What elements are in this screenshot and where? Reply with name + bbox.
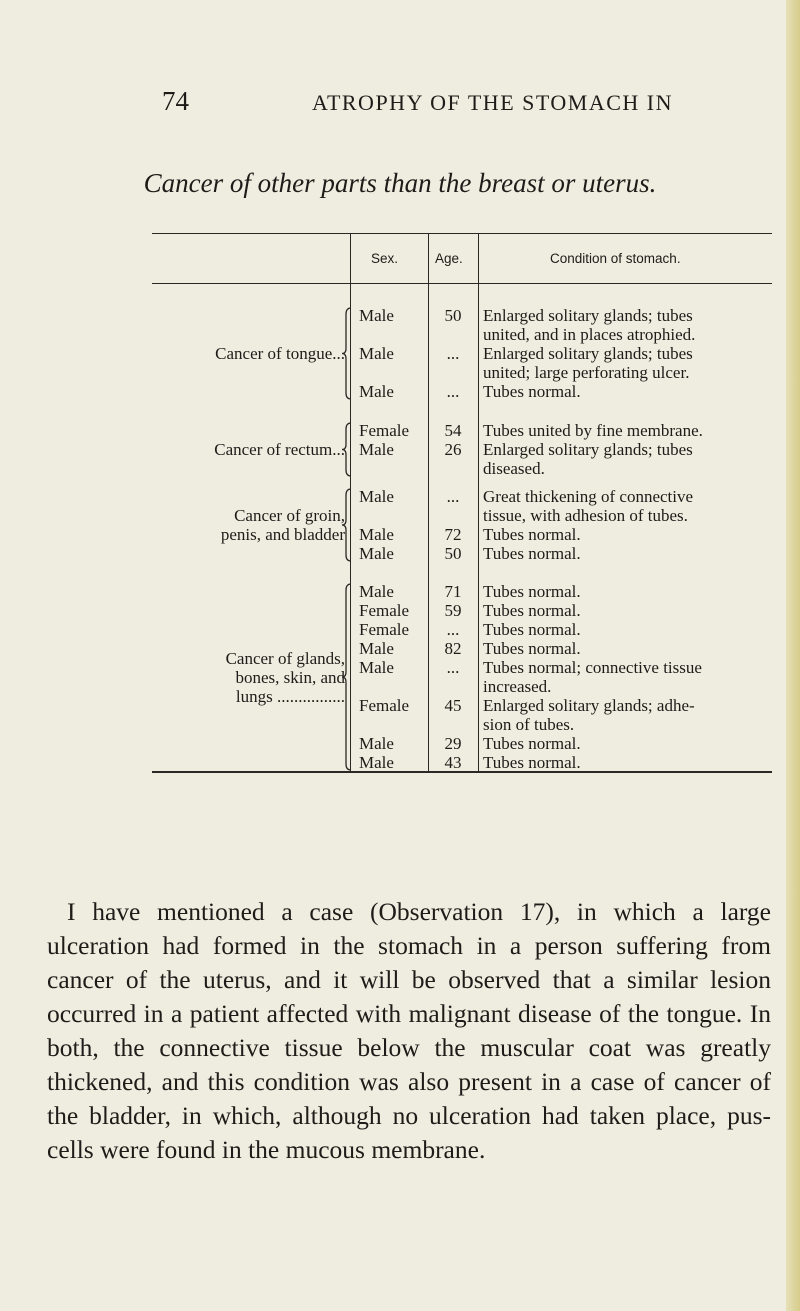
cell-age: 26 xyxy=(444,440,462,459)
group-label-line: bones, skin, and xyxy=(235,667,345,687)
cell-condition-line: Tubes normal. xyxy=(483,734,581,753)
group-brace xyxy=(344,584,352,770)
cell-sex: Female xyxy=(359,421,410,440)
group-label-line: penis, and bladder xyxy=(220,525,345,544)
cell-condition-line: Enlarged solitary glands; tubes xyxy=(483,344,693,363)
cell-sex: Male xyxy=(359,382,394,401)
cell-age: 29 xyxy=(444,734,462,753)
cell-age: ... xyxy=(446,344,460,363)
group-label-line: lungs ................ xyxy=(235,686,345,706)
cell-sex: Male xyxy=(359,639,394,658)
cell-sex: Male xyxy=(359,344,394,363)
group-label-line: Cancer of tongue... xyxy=(215,344,345,363)
cell-age: 45 xyxy=(444,696,462,715)
cell-sex: Male xyxy=(359,658,394,677)
group-brace xyxy=(344,489,352,561)
header-condition: Condition of stomach. xyxy=(550,251,681,266)
cell-condition-line: Tubes normal. xyxy=(483,639,581,658)
cell-condition-line: united; large perforating ulcer. xyxy=(483,363,690,382)
cell-condition-line: Tubes normal. xyxy=(483,620,581,639)
cell-age: ... xyxy=(446,658,460,677)
cell-sex: Female xyxy=(359,696,410,715)
cell-condition-line: increased. xyxy=(483,677,552,696)
body-text xyxy=(47,895,771,1167)
cell-condition-line: Tubes normal. xyxy=(483,382,581,401)
cell-condition-line: Great thickening of connective xyxy=(483,487,694,506)
data-table xyxy=(152,233,772,773)
cell-sex: Male xyxy=(359,582,394,601)
cell-age: 54 xyxy=(444,421,462,440)
cell-condition-line: diseased. xyxy=(483,459,545,478)
cell-age: 82 xyxy=(444,639,462,658)
table-top-rule xyxy=(152,233,772,234)
cell-age: 59 xyxy=(444,601,462,620)
group-label-line: Cancer of groin, xyxy=(234,506,345,525)
cell-condition-line: united, and in places atrophied. xyxy=(483,325,696,344)
body-paragraph: I have mentioned a case (Observation 17), in which a large ulceration had formed in the stomach in a person suffering from cancer of the uterus, and it will be observed that a similar lesion occurred in a patient affected with malignant disease of the tongue. In both, the connective tissue below the muscular coat was greatly thickened, and this condition was also present in a case of cancer of the bladder, in which, although no ulceration had taken place, pus-cells were found in the mucous membrane. xyxy=(47,897,771,1164)
table-caption: Cancer of other parts than the breast or uterus. xyxy=(143,168,657,198)
cell-sex: Male xyxy=(359,544,394,563)
cell-condition-line: Tubes normal. xyxy=(483,582,581,601)
cell-condition-line: Tubes normal. xyxy=(483,525,581,544)
cell-sex: Male xyxy=(359,440,394,459)
cell-condition-line: Enlarged solitary glands; tubes xyxy=(483,306,693,325)
cell-condition-line: sion of tubes. xyxy=(483,715,575,734)
running-title: ATROPHY OF THE STOMACH IN xyxy=(312,90,674,115)
cell-age: ... xyxy=(446,382,460,401)
cell-condition-line: Tubes normal. xyxy=(483,601,581,620)
cell-age: 50 xyxy=(444,306,462,325)
cell-sex: Male xyxy=(359,753,394,772)
cell-age: 43 xyxy=(444,753,462,772)
group-brace xyxy=(344,423,352,476)
header-age: Age. xyxy=(435,251,463,266)
cell-condition-line: Enlarged solitary glands; tubes xyxy=(483,440,693,459)
header-sex: Sex. xyxy=(371,251,399,266)
cell-age: 72 xyxy=(444,525,462,544)
cell-condition-line: Tubes normal. xyxy=(483,753,581,772)
cell-condition-line: Tubes normal. xyxy=(483,544,581,563)
cell-condition-line: Tubes normal; connective tissue xyxy=(483,658,702,677)
group-label-line: Cancer of glands, xyxy=(225,648,345,668)
column-rule-condition xyxy=(478,233,479,771)
cell-sex: Male xyxy=(359,734,394,753)
cell-sex: Male xyxy=(359,306,394,325)
cell-age: ... xyxy=(446,620,460,639)
header-rule xyxy=(152,283,772,284)
cell-sex: Male xyxy=(359,487,394,506)
cell-sex: Female xyxy=(359,620,410,639)
group-label-line: Cancer of rectum... xyxy=(214,440,345,459)
cell-condition-line: tissue, with adhesion of tubes. xyxy=(483,506,688,525)
cell-age: ... xyxy=(446,487,460,506)
cell-condition-line: Enlarged solitary glands; adhe- xyxy=(483,696,695,715)
cell-sex: Female xyxy=(359,601,410,620)
running-head xyxy=(162,86,722,116)
cell-condition-line: Tubes united by fine membrane. xyxy=(483,421,703,440)
page-number: 74 xyxy=(162,86,189,116)
cell-age: 50 xyxy=(444,544,462,563)
cell-age: 71 xyxy=(444,582,462,601)
cell-sex: Male xyxy=(359,525,394,544)
group-brace xyxy=(344,308,352,399)
